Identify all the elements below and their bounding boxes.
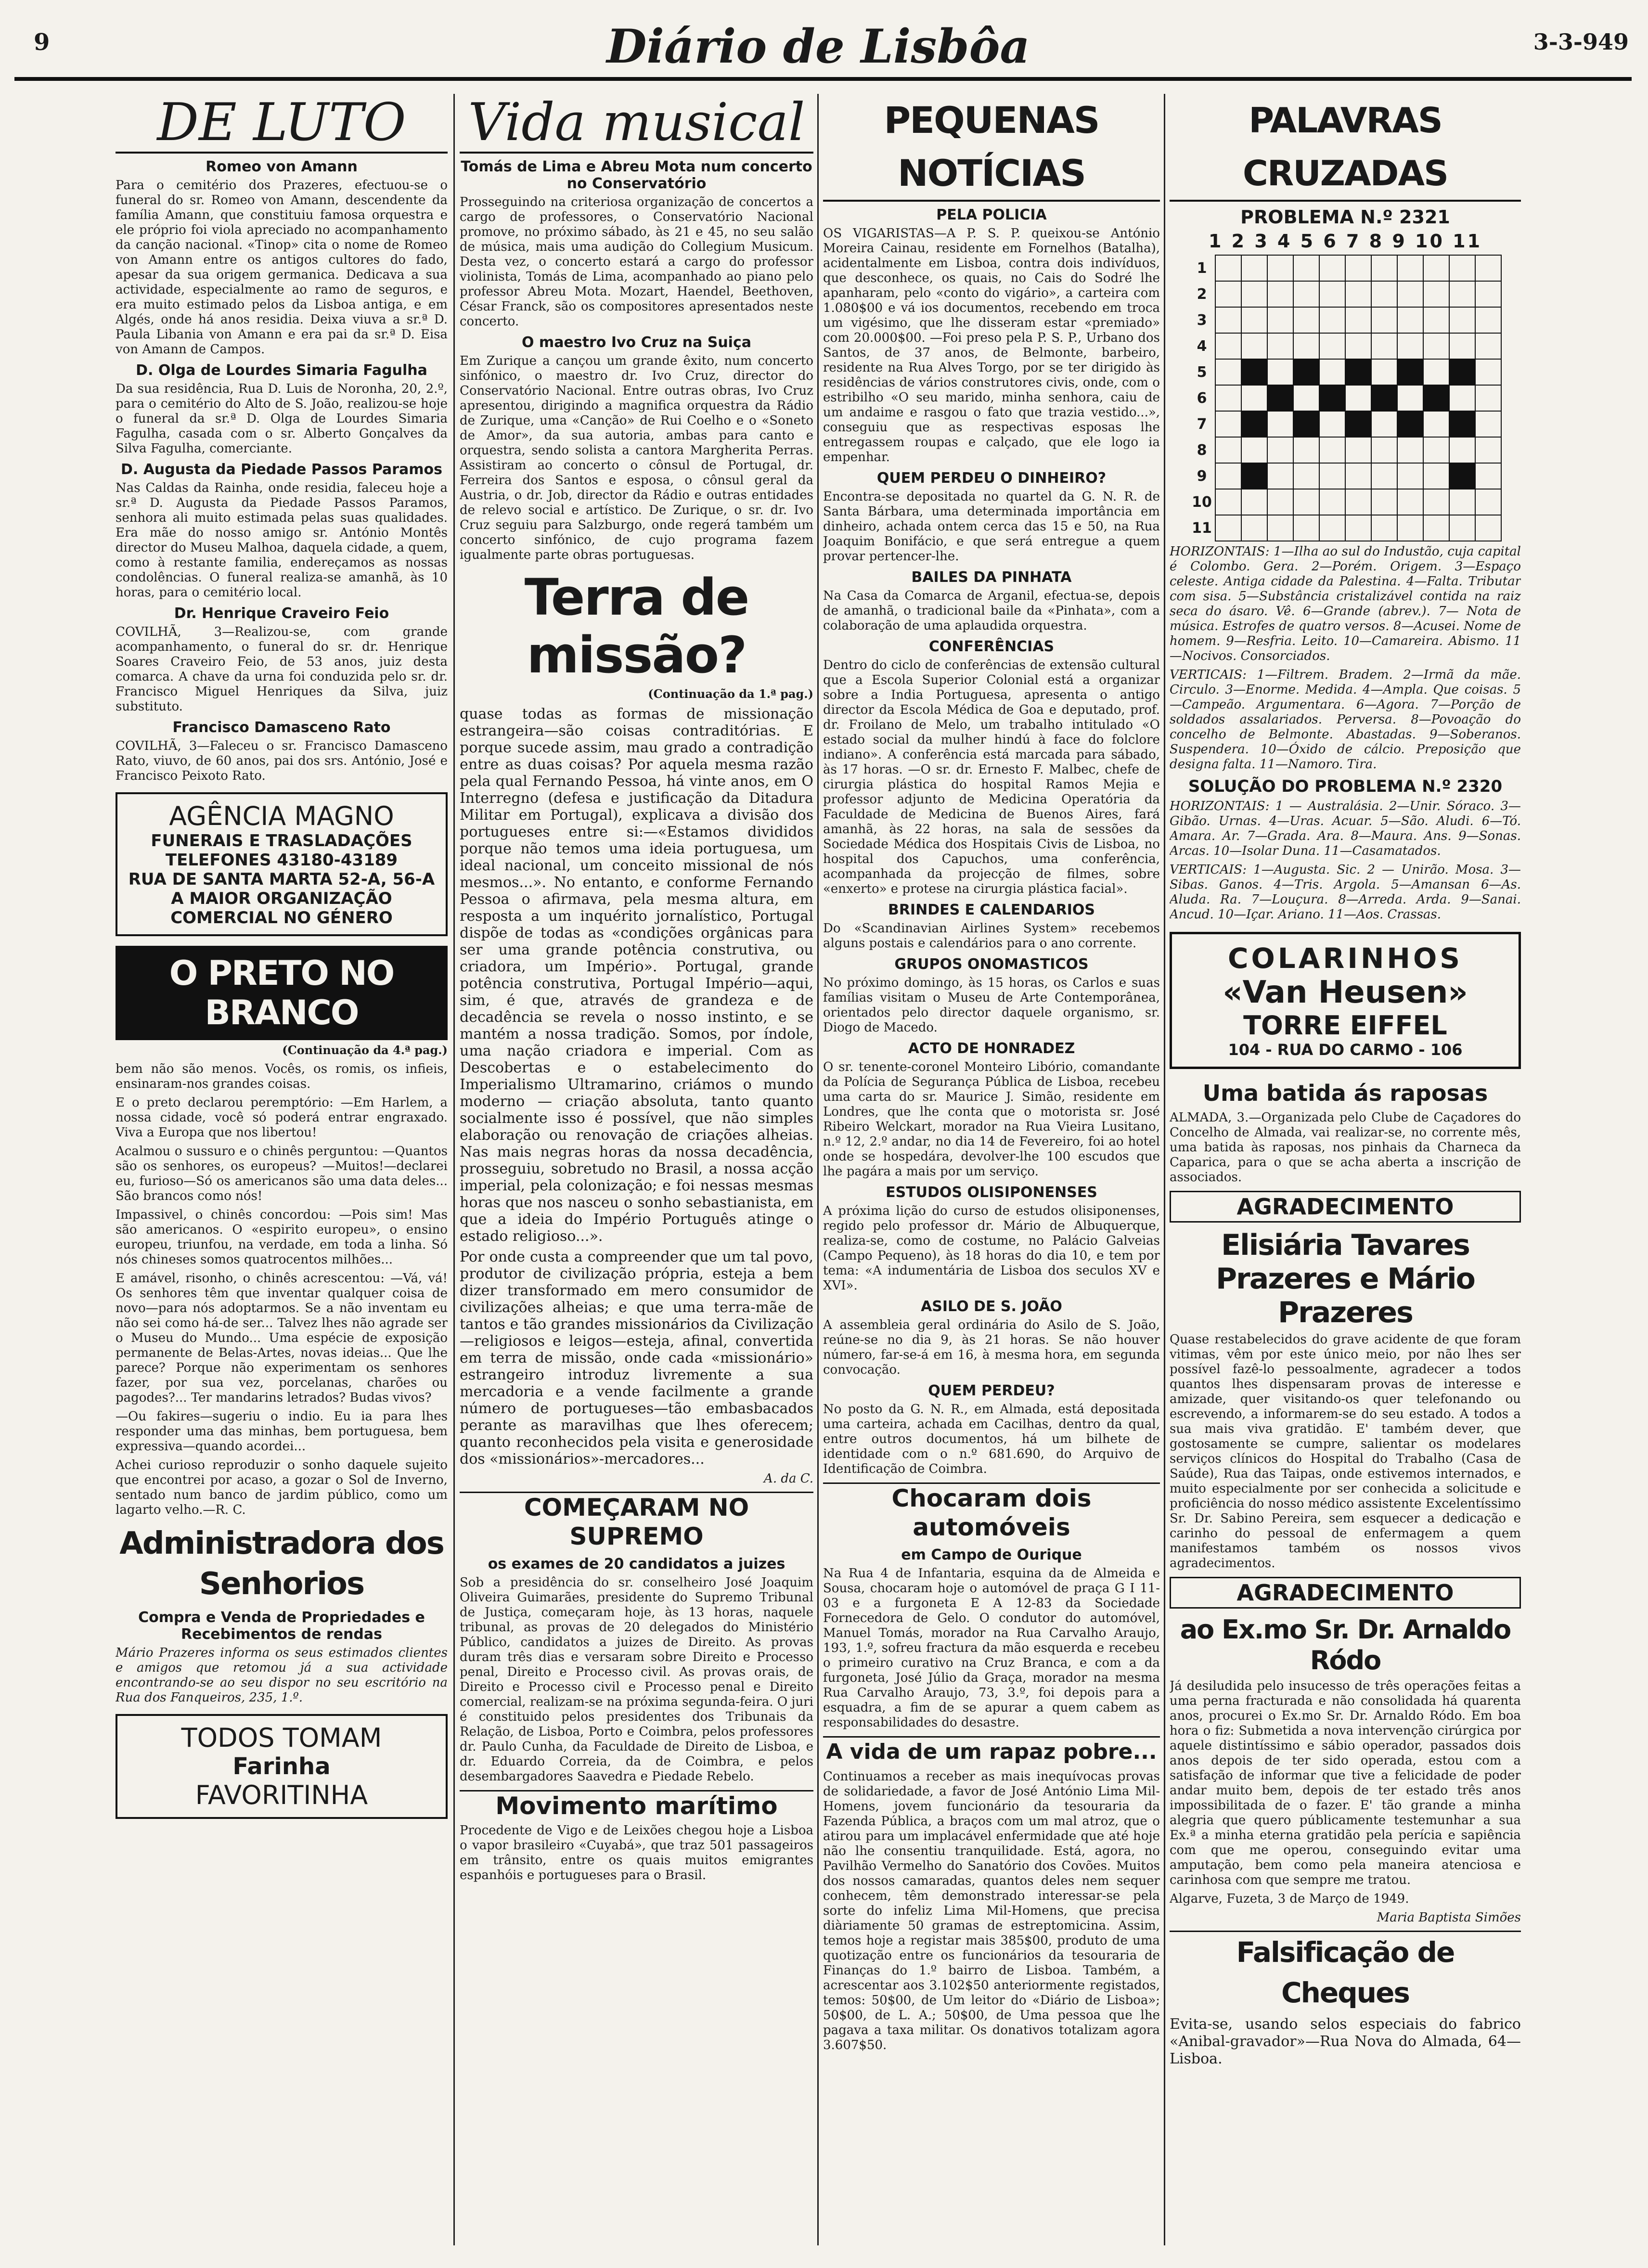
crossword-black-cell [1293,359,1319,385]
crossword-cell [1449,385,1475,411]
section-head-pequenas-noticias: PEQUENAS NOTÍCIAS [823,94,1160,202]
news-subhead: BRINDES E CALENDARIOS [888,902,1095,918]
crossword-cell [1267,515,1293,541]
ad-line: «Van Heusen» [1223,975,1468,1010]
crossword-cell [1423,359,1449,385]
article-paragraph: Acalmou o sussuro e o chinês perguntou: —Quantos são os senhores, os europeus? —Muitos!—declarei eu, furioso—Só os americanos são uma data deles... São brancos como nós! [116,1144,448,1203]
crossword-black-cell [1345,411,1371,437]
crossword-row-number: 1 [1197,259,1207,277]
ad-line: FUNERAIS E TRASLADAÇÕES [151,831,412,850]
crossword-cell [1371,255,1397,281]
crossword-cell [1241,333,1267,359]
crossword-cell [1475,307,1501,333]
crossword-cell [1397,437,1423,463]
news-text: Dentro do ciclo de conferências de extensão cultural que a Escola Superior Colonial está a organizar sobre a India Portuguesa, apresenta o antigo director da Escola Médica de Goa e deputado, prof. dr. Froilano de Melo, um trabalho intitulado «O estado social da mulher hindú à face do folclore indiano». A conferência está marcada para sábado, às 17 horas. —O sr. dr. Ernesto F. Malbec, chefe de cirurgia plástica do hospital Ramos Mejia e professor adjunto de Medicina Operatória da Faculdade de Medicina de Buenos Aires, fará amanhã, às 22 horas, na sala de sessões da Sociedade Médica dos Hospitais Civis de Lisboa, no hospital dos Capuchos, uma conferência, acompanhada da projecção de filmes, sobre «enxerto» e protese na cirurgia plástica facial». [823,658,1160,896]
ad-line: TORRE EIFFEL [1243,1010,1447,1041]
crossword-black-cell [1449,463,1475,489]
ad-line: COLARINHOS [1227,942,1463,975]
music-subhead: Tomás de Lima e Abreu Mota num concerto no Conservatório [461,158,812,192]
news-subhead: ASILO DE S. JOÃO [921,1298,1062,1315]
article-paragraph: Por onde custa a compreender que um tal povo, produtor de civilização própria, esteja a bem dizer transformado em mero consumidor de civilizações alheias; e que uma terra-mãe de tantos e tão grandes missionários da Civilização—religiosos e leigos—esteja, afinal, convertida em terra de missão, onde cada «missionário» estrangeiro introduz livremente a sua mercadoria e a vende facilmente a grande número de portugueses—tão embasbacados perante as maravilhas que lhes oferecem; quanto reconhecidos pela visita e generosidade dos «missionários»-mercadores... [460,1249,813,1468]
crossword-clues-horizontal: HORIZONTAIS: 1—Ilha ao sul do Industão, cuja capital é Colombo. Gera. 2—Porém. Origem. 3—Espaço celeste. Antiga cidade da Palestina. 4—Falta. Tributar com sisa. 5—Substância cristalizável contida na raiz seca do ásaro. Vê. 6—Grande (abrev.). 7— Nota de música. Estrofes de quatro versos. 8—Acusei. Nome de homem. 9—Resfria. Leito. 10—Camareira. Abismo. 11—Nocivos. Consorciados. [1170,544,1521,663]
ad-line: TODOS TOMAM [181,1723,382,1753]
crossword-cell [1319,489,1345,515]
crossword-cell [1293,255,1319,281]
crossword-row-number: 10 [1192,493,1212,511]
crossword-cell [1423,333,1449,359]
article-paragraph: E o preto declarou peremptório: —Em Harlem, a nossa cidade, você só poderá entrar engraxado. Viva a Europa que nos libertou! [116,1095,448,1140]
column-divider [1164,94,1165,2245]
ad-line: FAVORITINHA [195,1780,368,1810]
obituary-text: COVILHÃ, 3—Realizou-se, com grande acompanhamento, o funeral do sr. dr. Henrique Soares Craveiro Feio, de 53 anos, juiz desta comarca. A chave da urna foi conduzida pelo sr. dr. Francisco Miguel Henriques da Silva, juiz substituto. [116,625,448,714]
crossword-cell [1371,307,1397,333]
chocaram-subhead: em Campo de Ourique [901,1546,1082,1563]
crossword-black-cell [1449,359,1475,385]
crossword-cell [1267,281,1293,307]
article-paragraph: quase todas as formas de missionação estrangeira—são coisas contraditórias. E porque sucede assim, mau grado a contradição entre as duas coisas? Por aquela mesma razão pela qual Fernando Pessoa, há vinte anos, em O Interregno (defesa e justificação da Ditadura Militar em Portugal), explicava a divisão dos portugueses entre si:—«Estamos divididos porque não temos uma ideia portuguesa, um ideal nacional, um conceito missional de nós mesmos...». No entanto, e conforme Fernando Pessoa o afirmava, pela mesma altura, em resposta a um inquérito jornalístico, Portugal dispõe de todas as «condições orgânicas para ser uma grande potência construtiva, ou criadora, um Império». Portugal, grande potência construtiva, Portugal Império—aqui, sim, é que, através de grandeza e de decadência se revela o nosso instinto, e se mantém a nossa tradição. Somos, por índole, uma nação criadora e imperial. Com as Descobertas e o estabelecimento do Imperialismo Ultramarino, criámos o mundo moderno — criação absoluta, tanto quanto socialmente isso é possível, que não simples elaboração ou renovação de criações alheias. Nas mais negras horas da nossa decadência, prosseguiu, sobretudo no Brasil, a nossa acção imperial, pela colonização; e foi nessas mesmas horas que nos nasceu o sonho sebastianista, em que a ideia do Império Português atinge o estado religioso...». [460,706,813,1245]
crossword-cell [1267,359,1293,385]
ad-line: AGÊNCIA MAGNO [169,801,394,831]
obituary-name: D. Olga de Lourdes Simaria Fagulha [136,362,427,379]
crossword-cell [1449,281,1475,307]
crossword-cell [1449,489,1475,515]
crossword-cell [1397,489,1423,515]
solution-head: SOLUÇÃO DO PROBLEMA N.º 2320 [1188,777,1503,796]
section-head-vida-musical: Vida musical [460,94,813,154]
crossword-cell [1371,463,1397,489]
crossword-cell [1475,489,1501,515]
crossword-cell [1371,515,1397,541]
crossword-row-number: 3 [1197,311,1207,329]
headline-agradecimento-1: AGRADECIMENTO [1170,1191,1521,1223]
crossword-black-cell [1397,359,1423,385]
crossword-cell [1241,437,1267,463]
crossword-cell [1215,333,1241,359]
crossword-row-number: 11 [1192,519,1212,537]
continuation-note: (Continuação da 4.ª pag.) [282,1043,448,1057]
crossword-cell [1215,255,1241,281]
crossword-grid [1189,255,1502,541]
column-crossword-ads [1170,94,1521,2072]
crossword-cell [1215,489,1241,515]
newspaper-title: Diário de Lisbôa [606,19,1030,74]
solution-horizontal: HORIZONTAIS: 1 — Australásia. 2—Unir. Sóraco. 3—Gibão. Urnas. 4—Uras. Acuar. 5—São. Aludi. 6—Tó. Amara. Ar. 7—Grada. Ara. 8—Maura. Ans. 9—Sonas. Arcas. 10—Isolar Duna. 11—Casamatados. [1170,799,1521,858]
crossword-cell [1423,489,1449,515]
crossword-cell [1345,437,1371,463]
crossword-cell [1371,281,1397,307]
crossword-black-cell [1449,411,1475,437]
crossword-row-number: 6 [1197,389,1207,407]
crossword-row [1189,281,1501,307]
news-text: A próxima lição do curso de estudos olisiponenses, regido pelo professor dr. Mário de Albuquerque, realiza-se, como de costume, no Palácio Galveias (Campo Pequeno), às 18 horas do dia 10, e tem por tema: «A indumentária de Lisboa dos seculos XV e XVI». [823,1204,1160,1293]
issue-date: 3-3-949 [1533,29,1629,55]
crossword-black-cell [1241,359,1267,385]
crossword-cell [1241,307,1267,333]
chocaram-text: Na Rua 4 de Infantaria, esquina da de Almeida e Sousa, chocaram hoje o automóvel de praça G I 11-03 e a furgoneta E A 12-83 da Sociedade Fornecedora de Gelo. O condutor do automóvel, Manuel Tomás, morador na Rua Carvalho Araujo, 193, 1.º, sofreu fractura da mão esquerda e recebeu o primeiro curativo na Cruz Branca, e com a da furgoneta, José Júlio da Graça, morador na mesma Rua Carvalho Araujo, 73, 3.º, foi depois para a esquadra, a fim de se apurar a quem cabem as responsabilidades do desastre. [823,1566,1160,1730]
crossword-cell [1345,307,1371,333]
crossword-cell [1267,411,1293,437]
agradecimento-doctor: ao Ex.mo Sr. Dr. Arnaldo Ródo [1180,1614,1511,1675]
author-signature: A. da C. [764,1471,813,1486]
news-text: O sr. tenente-coronel Monteiro Libório, comandante da Polícia de Segurança Pública de Lisboa, recebeu uma carta do sr. Maurice J. Simão, residente em Londres, que lhe conta que o motorista sr. José Ribeiro Welckart, morador na Rua Vieira Lusitano, n.º 12, 2.º andar, no dia 14 de Fevereiro, foi ao hotel onde se hospedára, devolver-lhe 100 escudos que lhe pagára a mais por um serviço. [823,1060,1160,1179]
crossword-cell [1423,437,1449,463]
crossword-cell [1241,515,1267,541]
crossword-cell [1319,359,1345,385]
crossword-cell [1475,255,1501,281]
crossword-cell [1371,489,1397,515]
crossword-cell [1267,437,1293,463]
ad-line: RUA DE SANTA MARTA 52-A, 56-A [128,870,435,889]
ad-line: A MAIOR ORGANIZAÇÃO COMERCIAL NO GÉNERO [170,889,393,928]
falsificacao-text: Evita-se, usando selos especiais do fabrico «Anibal-gravador»—Rua Nova do Almada, 64—Lisboa. [1170,2016,1521,2067]
crossword-cell [1397,463,1423,489]
crossword-cell [1319,515,1345,541]
crossword-cell [1345,281,1371,307]
headline-movimento-maritimo: Movimento marítimo [460,1790,813,1820]
crossword-row [1189,489,1501,515]
ad-farinha-favoritinha [116,1714,448,1819]
obituary-text: Para o cemitério dos Prazeres, efectuou-se o funeral do sr. Romeo von Amann, descendente da família Amann, que constituiu famosa orquestra e ele próprio foi viola apreciado no acompanhamento da canção nacional. «Tinop» cita o nome de Romeo von Amann entre os antigos cultores do fado, apesar da sua origem germanica. Dedicava a sua actividade, especialmente ao ramo de seguros, e era muito estimado pelos da Lisboa antiga, e em Algés, onde há anos residia. Deixa viuva a sr.ª D. Paula Libania von Amann e era pai da sr.ª D. Eisa von Amann de Campos. [116,178,448,357]
obituary-name: Romeo von Amann [206,158,358,175]
headline-supremo: COMEÇARAM NO SUPREMO [460,1492,813,1551]
crossword-cell [1371,333,1397,359]
crossword-cell [1267,489,1293,515]
news-subhead: QUEM PERDEU? [928,1382,1055,1399]
crossword-row [1189,359,1501,385]
raposa-text: ALMADA, 3.—Organizada pelo Clube de Caçadores do Concelho de Almada, vai realizar-se, no corrente mês, uma batida às raposas, nos pinhais da Charneca da Caparica, para o que se acha aberta a inscrição de associados. [1170,1110,1521,1185]
supremo-subhead: os exames de 20 candidatos a juizes [488,1556,785,1572]
obituary-text: Da sua residência, Rua D. Luis de Noronha, 20, 2.º, para o cemitério do Alto de S. João, realizou-se hoje o funeral da sr.ª D. Olga de Lourdes Simaria Fagulha, casada com o sr. Alberto Gonçalves da Silva Fagulha, comerciante. [116,382,448,456]
crossword-cell [1475,437,1501,463]
ad-line: 104 - RUA DO CARMO - 106 [1228,1041,1463,1059]
crossword-cell [1449,333,1475,359]
article-paragraph: E amável, risonho, o chinês acrescentou: —Vá, vá! Os senhores têm que inventar qualquer coisa de novo—para nós adoptarmos. Se a não inventam eu não sei como há-de ser... Talvez lhes não agrade ser o Museu do Mundo... Uma espécie de exposição permanente de Belas-Artes, novas ideias... Que lhe parece? Porque não experimentam os senhores fazer, por sua vez, porcelanas, charões ou pagodes?... Ter mandarins letrados? Budas vivos? [116,1271,448,1405]
column-obituaries [116,94,448,1828]
headline-terra-de-missao: Terra de missão? [524,568,749,684]
headline-rapaz-pobre: A vida de um rapaz pobre... [823,1736,1160,1766]
news-text: No posto da G. N. R., em Almada, está depositada uma carteira, achada em Cacilhas, dentro da qual, entre outros documentos, há um bilhete de identidade com o n.º 681.690, do Arquivo de Identificação de Coimbra. [823,1402,1160,1476]
column-music [460,94,813,1887]
crossword-cell [1397,307,1423,333]
crossword-cell [1241,255,1267,281]
crossword-cell [1397,333,1423,359]
crossword-cell [1345,333,1371,359]
obituary-name: Dr. Henrique Craveiro Feio [174,605,389,622]
page-number: 9 [34,29,50,56]
crossword-cell [1215,359,1241,385]
crossword-cell [1319,463,1345,489]
crossword-row [1189,385,1501,411]
crossword-row [1189,307,1501,333]
obituary-text: COVILHÃ, 3—Faleceu o sr. Francisco Damasceno Rato, viuvo, de 60 anos, pai dos srs. António, José e Francisco Peixoto Rato. [116,739,448,783]
rapaz-text: Continuamos a receber as mais inequívocas provas de solidariedade, a favor de José António Lima Mil-Homens, jovem funcionário da tesouraria da Fazenda Pública, a braços com um mal atroz, que o atirou para um implacável enfermidade que até hoje não lhe consentiu tranquilidade. Está, agora, no Pavilhão Vermelho do Sanatório dos Covões. Muitos dos nossos camaradas, quantos deles nem sequer conhecem, têm demonstrado interessar-se pela sorte do infeliz Lima Mil-Homens, que precisa diàriamente 50 gramas de estreptomicina. Assim, temos hoje a registar mais 385$00, produto de uma quotização entre os funcionários da tesouraria de Finanças do 1.º bairro de Lisboa. Também, a acrescentar aos 3.102$50 anteriormente registados, temos: 50$00, de Um leitor do «Diário de Lisboa»; 50$00, de L. A.; 50$00, de Uma pessoa que lhe pagava a taxa militar. Os donativos totalizam agora 3.607$50. [823,1769,1160,2052]
crossword-black-cell [1241,411,1267,437]
crossword-cell [1215,437,1241,463]
news-text: Encontra-se depositada no quartel da G. N. R. de Santa Bárbara, uma determinada importância em dinheiro, achada ontem cerca das 15 e 50, na Rua Joaquim Bonifácio, e que será entregue a quem provar pertencer-lhe. [823,490,1160,564]
crossword-cell [1241,281,1267,307]
crossword-cell [1345,255,1371,281]
crossword-black-cell [1319,385,1345,411]
news-text: OS VIGARISTAS—A P. S. P. queixou-se António Moreira Cainau, residente em Fornelhos (Batalha), acidentalmente em Lisboa, contra dois indivíduos, que desconhece, os quais, no Cais do Sodré lhe apanharam, pelo «conto do vigário», a carteira com 1.080$00 e vá ios documentos, recebendo em troca um vigésimo, que lhe disseram estar «premiado» com 20.000$00. —Foi preso pela P. S. P., Urbano dos Santos, de 37 anos, de Belmonte, barbeiro, residente na Rua Alves Torgo, por se ter dirigido às residências de vários construtores civis, onde, com o estribilho «O seu marido, minha senhora, caiu de um andaime e rasgou o fato que trazia vestido...», conseguiu que as respectivas esposas lhe entregassem roupas e calçado, que ele logo ia empenhar. [823,226,1160,464]
crossword-cell [1319,255,1345,281]
crossword-cell [1267,255,1293,281]
crossword-cell [1319,333,1345,359]
news-subhead: GRUPOS ONOMASTICOS [894,956,1089,973]
crossword-cell [1267,333,1293,359]
ad-line: TELEFONES 43180-43189 [165,850,398,870]
crossword-cell [1449,307,1475,333]
ad-colarinhos-van-heusen [1170,932,1521,1069]
column-short-news [823,94,1160,2057]
crossword-problem-number: PROBLEMA N.º 2321 [1240,206,1450,228]
section-head-palavras-cruzadas: PALAVRAS CRUZADAS [1170,94,1521,202]
crossword-clues-vertical: VERTICAIS: 1—Filtrem. Bradem. 2—Irmã da mãe. Circulo. 3—Enorme. Medida. 4—Ampla. Que coisas. 5—Campeão. Argumentara. 6—Agora. 7—Porção de soldados assalariados. Perversa. 8—Povoação do concelho de Belmonte. Abastadas. 9—Soberanos. Suspendera. 10—Óxido de cálcio. Preposição que designa falta. 11—Namoro. Tira. [1170,668,1521,772]
crossword-black-cell [1397,411,1423,437]
crossword-cell [1241,489,1267,515]
crossword-cell [1215,385,1241,411]
crossword-cell [1345,463,1371,489]
crossword-cell [1475,359,1501,385]
news-text: Do «Scandinavian Airlines System» recebemos alguns postais e calendários para o ano corrente. [823,921,1160,951]
crossword-row-number: 8 [1197,441,1207,459]
supremo-text: Sob a presidência do sr. conselheiro José Joaquim Oliveira Guimarães, presidente do Supremo Tribunal de Justiça, começaram hoje, às 13 horas, naquele tribunal, as provas de 20 delegados do Ministério Público, candidatos a juizes de Direito. As provas duram três dias e versaram sobre Direito e Processo penal, Direito e Processo civil. As provas orais, de Direito e Processo civil e Processo penal e Direito comercial, realizam-se na próxima segunda-feira. O juri é constituido pelos presidentes dos Tribunais da Relação, de Lisboa, Porto e Coimbra, pelos professores dr. Paulo Cunha, da Faculdade de Direito de Lisboa, e dr. Eduardo Correia, da de Coimbra, e pelos desembargadores Saavedra e Piedade Rebelo. [460,1575,813,1784]
crossword-cell [1423,281,1449,307]
article-paragraph: Achei curioso reproduzir o sonho daquele sujeito que encontrei por acaso, a gozar o Sol de Inverno, sentado num banco de jardim público, como um lagarto velho.—R. C. [116,1458,448,1517]
crossword-cell [1397,281,1423,307]
crossword-black-cell [1267,385,1293,411]
masthead-rule [14,77,1632,81]
agradecimento-2-place: Algarve, Fuzeta, 3 de Março de 1949. [1170,1892,1409,1906]
crossword-cell [1293,385,1319,411]
news-subhead: QUEM PERDEU O DINHEIRO? [876,470,1107,487]
crossword-cell [1293,437,1319,463]
crossword-black-cell [1345,359,1371,385]
crossword-cell [1319,437,1345,463]
headline-agradecimento-2: AGRADECIMENTO [1170,1577,1521,1609]
crossword-cell [1475,385,1501,411]
news-subhead: ESTUDOS OLISIPONENSES [886,1184,1097,1201]
crossword-cell [1215,307,1241,333]
crossword-cell [1397,255,1423,281]
column-divider [817,94,819,2245]
crossword-cell [1449,515,1475,541]
ad-line: Farinha [232,1753,331,1780]
agradecimento-2-signature: Maria Baptista Simões [1377,1910,1521,1925]
music-text: Prosseguindo na criteriosa organização de concertos a cargo de professores, o Conservatório Nacional promove, no próximo sábado, às 21 e 45, no seu salão de música, mais uma audição do Collegium Musicum. Desta vez, o concerto estará a cargo do professor violinista, Tomás de Lima, acompanhado ao piano pelo professor Abreu Mota. Mozart, Haendel, Beethoven, César Franck, são os compositores apresentados neste concerto. [460,195,813,329]
crossword-column-numbers: 1 2 3 4 5 6 7 8 9 10 11 [1208,231,1482,252]
crossword-row-number: 4 [1197,337,1207,355]
crossword-cell [1345,515,1371,541]
crossword-cell [1319,281,1345,307]
crossword-cell [1449,255,1475,281]
news-text: A assembleia geral ordinária do Asilo de S. João, reúne-se no dia 9, às 21 horas. Se não houver número, far-se-á em 16, à mesma hora, em segunda convocação. [823,1318,1160,1377]
crossword-row-number: 5 [1197,363,1207,381]
column-divider [453,94,455,2245]
crossword-cell [1215,515,1241,541]
crossword-cell [1397,385,1423,411]
crossword-cell [1475,281,1501,307]
news-subhead: ACTO DE HONRADEZ [908,1040,1075,1057]
crossword-cell [1475,411,1501,437]
obituary-name: Francisco Damasceno Rato [172,719,391,736]
news-text: Na Casa da Comarca de Arganil, efectua-se, depois de amanhã, o tradicional baile da «Pinhata», com a colaboração de uma aplaudida orquestra. [823,589,1160,633]
crossword-cell [1423,515,1449,541]
crossword-cell [1215,411,1241,437]
crossword-cell [1267,307,1293,333]
solution-vertical: VERTICAIS: 1—Augusta. Sic. 2 — Unirão. Mosa. 3—Sibas. Ganos. 4—Tris. Argola. 5—Amansan 6—As. Aluda. Ra. 7—Louçura. 8—Arreda. Arda. 9—Sanai. Ancud. 10—Içar. Ariano. 11—Aos. Crassas. [1170,863,1521,922]
music-subhead: O maestro Ivo Cruz na Suiça [521,334,751,351]
masthead [0,0,1648,82]
news-subhead: BAILES DA PINHATA [911,569,1072,586]
crossword-row-number: 2 [1197,285,1207,303]
crossword-cell [1241,385,1267,411]
crossword-cell [1293,307,1319,333]
obituary-name: D. Augusta da Piedade Passos Paramos [120,461,443,478]
crossword-black-cell [1423,385,1449,411]
crossword-row-number: 7 [1197,415,1207,433]
crossword-cell [1293,333,1319,359]
crossword-cell [1475,333,1501,359]
crossword-row [1189,411,1501,437]
crossword-cell [1345,385,1371,411]
obituary-text: Nas Caldas da Rainha, onde residia, faleceu hoje a sr.ª D. Augusta da Piedade Passos Paramos, senhora ali muito estimada pelas suas qualidades. Era mãe do nosso amigo sr. António Montês director do Museu Malhoa, daquela cidade, a quem, como à restante familia, endereçamos as nossas condolências. O funeral realiza-se amanhã, às 10 horas, para o cemitério local. [116,481,448,600]
headline-chocaram: Chocaram dois automóveis [823,1482,1160,1542]
crossword-cell [1449,437,1475,463]
crossword-row [1189,463,1501,489]
article-paragraph: Impassivel, o chinês concordou: —Pois sim! Mas são americanos. O «espirito europeu», o ensino europeu, triunfou, na verdade, em toda a linha. Só nós chineses somos quatrocentos milhões... [116,1208,448,1267]
headline-batida-raposas: Uma batida ás raposas [1202,1080,1488,1106]
headline-administradora: Administradora dos Senhorios [119,1526,444,1602]
crossword-cell [1371,437,1397,463]
crossword-cell [1397,515,1423,541]
crossword-black-cell [1241,463,1267,489]
crossword-cell [1371,359,1397,385]
agradecimento-1-text: Quase restabelecidos do grave acidente de que foram vitimas, vêm por este único meio, por não lhes ser possível fazê-lo pessoalmente, agradecer a todos quantos lhes dispensaram provas de interesse e amizade, quer visitando-os quer telefonando ou escrevendo, a informarem-se do seu estado. A todos a sua mais viva gratidão. E' também dever, que gostosamente se cumpre, salientar os modelares serviços clínicos do Hospital do Trabalho (Casa de Saúde), Rua das Taipas, onde estivemos internados, e muito especialmente por ser conhecida a solicitude e proficiência do nosso médico assistente Excelentíssimo Sr. Dr. Sabino Pereira, sem esquecer a dedicação e carinho do pessoal de enfermagem a quem manifestamos também os nossos vivos agradecimentos. [1170,1332,1521,1571]
continuation-note: (Continuação da 1.ª pag.) [648,687,813,701]
crossword-cell [1293,489,1319,515]
crossword-cell [1475,515,1501,541]
news-text: No próximo domingo, às 15 horas, os Carlos e suas famílias visitam o Museu de Arte Contemporânea, orientados pelo director daquele organismo, sr. Diogo de Macedo. [823,976,1160,1035]
crossword-cell [1319,307,1345,333]
movimento-text: Procedente de Vigo e de Leixões chegou hoje a Lisboa o vapor brasileiro «Cuyabá», que traz 501 passageiros em trânsito, entre os quais muitos emigrantes espanhóis e portugueses para o Brasil. [460,1823,813,1882]
crossword-cell [1293,515,1319,541]
crossword-cell [1215,281,1241,307]
crossword-row [1189,255,1501,281]
crossword-row [1189,333,1501,359]
crossword-cell [1215,463,1241,489]
admin-subhead: Compra e Venda de Propriedades e Recebimentos de rendas [138,1609,425,1643]
crossword-cell [1423,255,1449,281]
agradecimento-2-text: Já desiludida pelo insucesso de três operações feitas a uma perna fracturada e não consolidada há quarenta anos, procurei o Ex.mo Sr. Dr. Arnaldo Ródo. Em boa hora o fiz: Submetida a nova intervenção cirúrgica por aquele distintíssimo e sábio operador, passados dois anos depois de ter sido operada, estou com a satisfação de informar que tive a felicidade de poder andar muito bem, depois de ter estado três anos impossibilitada de o fazer. E' tão grande a minha alegria que quero públicamente testemunhar a sua Ex.ª a minha eterna gratidão pela perícia e sapiência com que me operou, conseguindo evitar uma amputação, bem como pela maneira atenciosa e carinhosa com que sempre me tratou. [1170,1679,1521,1887]
admin-text: Mário Prazeres informa os seus estimados clientes e amigos que retomou já a sua actividade encontrando-se ao seu dispor no seu escritório na Rua dos Fanqueiros, 235, 1.º. [116,1646,448,1705]
crossword-cell [1423,307,1449,333]
crossword-cell [1293,281,1319,307]
crossword-row [1189,515,1501,541]
article-paragraph: bem não são menos. Vocês, os romis, os infieis, ensinaram-nos grandes coisas. [116,1062,448,1091]
crossword-row [1189,437,1501,463]
news-subhead: PELA POLICIA [936,206,1047,223]
headline-falsificacao: Falsificação de Cheques [1170,1931,1521,2013]
crossword-cell [1293,463,1319,489]
crossword-black-cell [1371,385,1397,411]
crossword-cell [1475,463,1501,489]
crossword-cell [1319,411,1345,437]
section-head-de-luto: DE LUTO [116,94,448,154]
crossword-cell [1267,463,1293,489]
crossword-black-cell [1293,411,1319,437]
crossword-cell [1423,463,1449,489]
crossword-cell [1371,411,1397,437]
music-text: Em Zurique a cançou um grande êxito, num concerto sinfónico, o maestro dr. Ivo Cruz, director do Conservatório Nacional. Entre outras obras, Ivo Cruz apresentou, dirigindo a magnifica orquestra da Rádio de Zurique, uma «Canção» de Rui Coelho e o «Soneto de Amor», da sua autoria, ambas para canto e orquestra, sendo solista a cantora Margherita Perras. Assistiram ao concerto o cônsul de Portugal, dr. Ferreira dos Santos e esposa, o cônsul geral da Austria, o dr. Job, director da Rádio e outras entidades de relevo social e artístico. De Zurique, o sr. dr. Ivo Cruz seguiu para Salzburgo, onde regerá também um concerto sinfónico, de cujo programa fazem igualmente parte obras portuguesas. [460,354,813,562]
news-subhead: CONFERÊNCIAS [928,638,1055,655]
crossword-cell [1345,489,1371,515]
crossword-cell [1423,411,1449,437]
crossword-row-number: 9 [1197,467,1207,485]
ad-agencia-magno [116,792,448,936]
article-paragraph: —Ou fakires—sugeriu o indio. Eu ia para lhes responder uma das minhas, bem portuguesa, bem expressiva—quando acordei... [116,1409,448,1454]
headline-o-preto-no-branco: O PRETO NO BRANCO [116,946,448,1040]
agradecimento-names: Elisiária Tavares Prazeres e Mário Prazeres [1216,1228,1475,1329]
